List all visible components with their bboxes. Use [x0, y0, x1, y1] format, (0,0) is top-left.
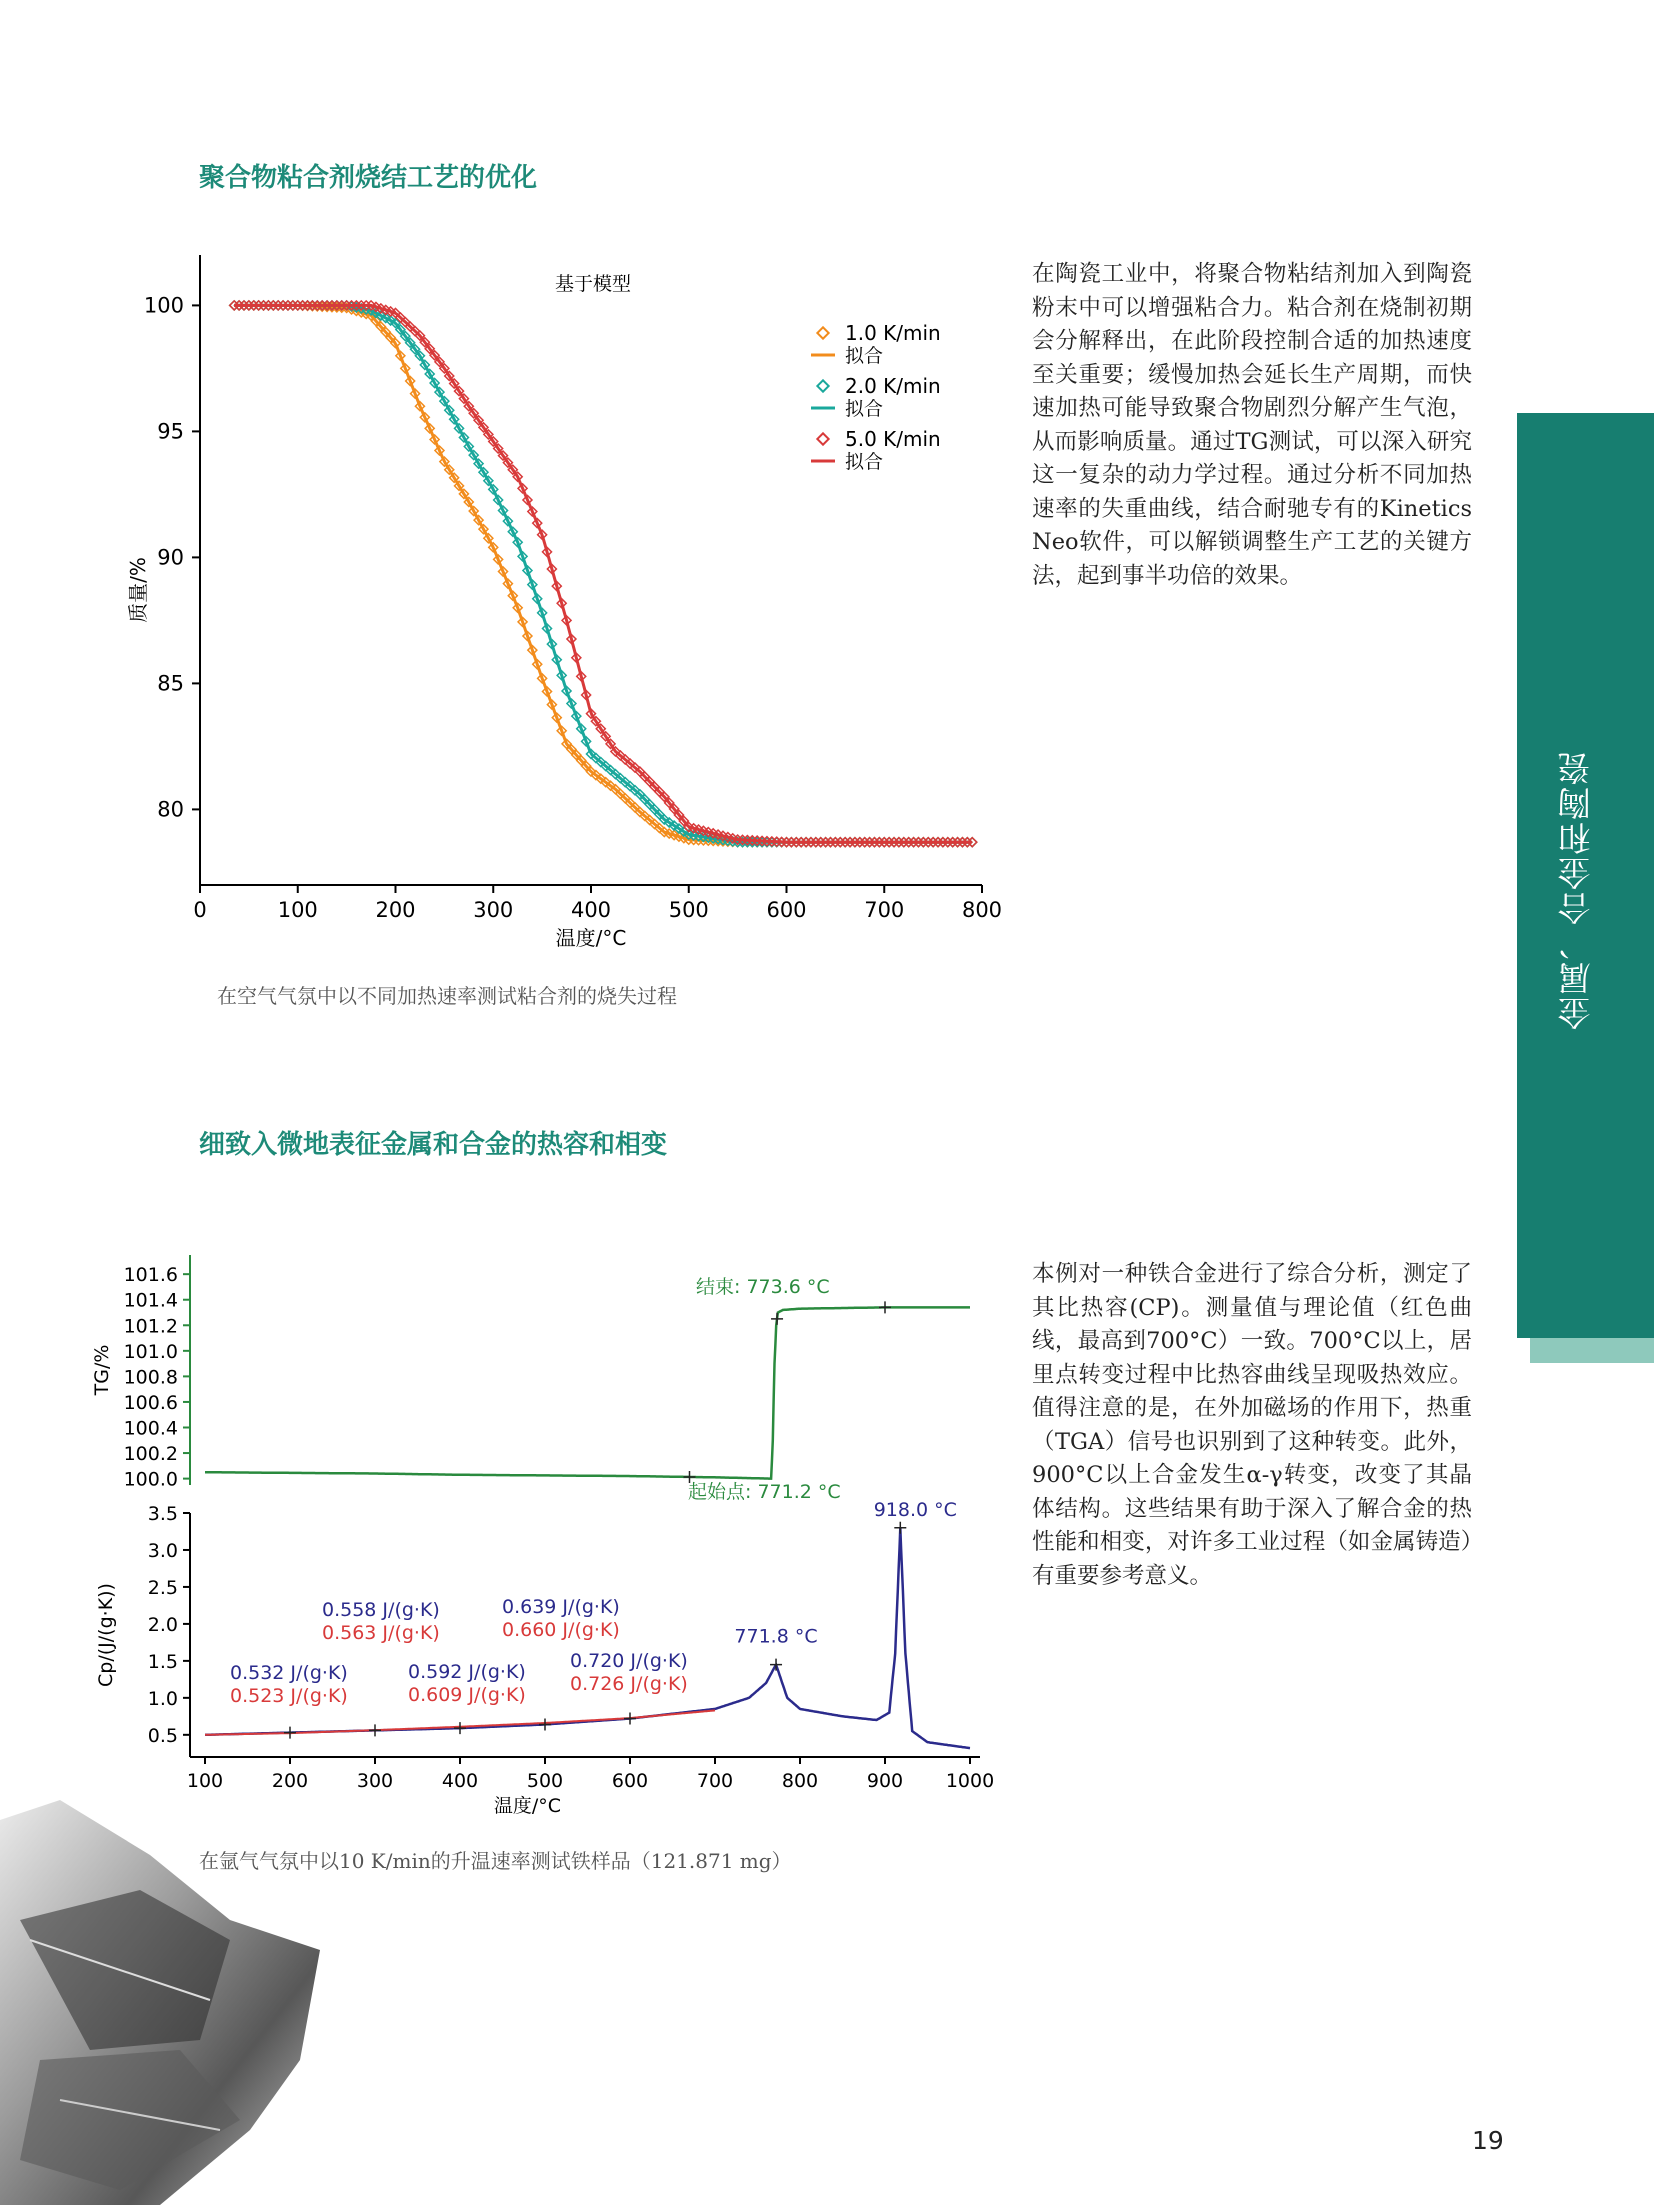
- cp-x-tick-label: 500: [526, 1770, 564, 1792]
- cp-theory-label: 0.563 J/(g·K): [322, 1622, 440, 1644]
- paragraph-metals: 本例对一种铁合金进行了综合分析，测定了其比热容(CP)。测量值与理论值（红色曲线，最高到700°C）一致。700°C以上，居里点转变过程中比热容曲线呈现吸热效应。值得注意的是，在外加磁场的作用下，热重（TGA）信号也识别到了这种转变。此外，900°C以上合金发生α-γ转变，改变了其晶体结构。这些结果有助于深入了解合金的热性能和相变，对许多工业过程（如金属铸造）有重要参考意义。: [1032, 1261, 1472, 1589]
- section-heading-binder: 聚合物粘合剂烧结工艺的优化: [199, 163, 538, 193]
- cp-marker: [539, 1718, 551, 1730]
- tg-marker: [771, 1313, 783, 1325]
- cp-x-tick-label: 700: [696, 1770, 734, 1792]
- iron-chart-axes: [91, 1255, 994, 1817]
- cp-y-tick-label: 3.0: [147, 1539, 178, 1562]
- legend-fit-label: 拟合: [845, 398, 884, 420]
- tg-end-label: 结束: 773.6 °C: [696, 1276, 830, 1298]
- cp-y-tick-label: 1.0: [147, 1687, 178, 1710]
- cp-marker: [369, 1724, 381, 1736]
- tg-y-tick-label: 100.6: [123, 1391, 178, 1414]
- x-tick-label: 700: [864, 898, 905, 922]
- iron-cp-chart: [90, 1245, 1020, 1825]
- tg-y-tick-label: 100.8: [123, 1366, 178, 1389]
- y-tick-label: 95: [157, 419, 184, 444]
- caption-cp-chart: 在氩气气氛中以10 K/min的升温速率测试铁样品（121.871 mg）: [199, 1849, 792, 1873]
- tg-y-axis-label: TG/%: [91, 1344, 113, 1396]
- binder-tg-chart: [120, 240, 1020, 950]
- cp-x-tick-label: 800: [781, 1770, 819, 1792]
- cp-measured-label: 0.592 J/(g·K): [408, 1661, 526, 1683]
- legend-fit-label: 拟合: [845, 451, 884, 473]
- cp-peak-label-gamma: 918.0 °C: [873, 1498, 957, 1521]
- cp-y-tick-label: 2.5: [147, 1576, 178, 1599]
- cp-theory-label: 0.726 J/(g·K): [570, 1673, 688, 1695]
- tg-line: [205, 1307, 970, 1478]
- cp-measured-label: 0.558 J/(g·K): [322, 1599, 440, 1621]
- cp-x-tick-label: 900: [866, 1770, 904, 1792]
- caption-binder-chart: 在空气气氛中以不同加热速率测试粘合剂的烧失过程: [217, 984, 677, 1008]
- iron-chart-labels: [230, 1276, 957, 1707]
- cp-x-tick-label: 1000: [945, 1770, 995, 1792]
- tg-marker: [879, 1301, 891, 1313]
- cp-measured-label: 0.720 J/(g·K): [570, 1650, 688, 1672]
- x-tick-label: 800: [961, 898, 1003, 922]
- side-band-label: 金属、合金和陶瓷: [1556, 750, 1596, 1030]
- x-tick-label: 600: [766, 898, 807, 922]
- cp-marker: [894, 1522, 906, 1534]
- cp-marker: [770, 1659, 782, 1671]
- x-tick-label: 100: [277, 898, 318, 922]
- tg-y-tick-label: 101.6: [123, 1264, 178, 1287]
- cp-marker: [624, 1713, 636, 1725]
- cp-x-axis-label: 温度/°C: [493, 1795, 562, 1817]
- cp-theory-label: 0.609 J/(g·K): [408, 1684, 526, 1706]
- cp-measured-label: 0.639 J/(g·K): [502, 1596, 620, 1618]
- x-tick-label: 500: [668, 898, 709, 922]
- tg-y-tick-label: 101.2: [123, 1315, 178, 1338]
- legend-label: 5.0 K/min: [845, 427, 941, 451]
- cp-y-tick-label: 1.5: [147, 1650, 178, 1673]
- tg-y-tick-label: 100.0: [123, 1468, 178, 1491]
- cp-y-tick-label: 0.5: [147, 1724, 178, 1747]
- legend-label: 2.0 K/min: [845, 374, 941, 398]
- cp-x-tick-label: 600: [611, 1770, 649, 1792]
- cp-measured-label: 0.532 J/(g·K): [230, 1662, 348, 1684]
- x-tick-label: 300: [473, 898, 514, 922]
- legend-marker: [817, 380, 828, 391]
- legend-marker: [817, 327, 828, 338]
- x-tick-label: 0: [193, 898, 207, 922]
- cp-x-tick-label: 100: [186, 1770, 224, 1792]
- x-tick-label: 200: [375, 898, 416, 922]
- y-tick-label: 90: [157, 545, 184, 570]
- y-axis-label: 质量/%: [126, 557, 150, 623]
- section-heading-metals: 细致入微地表征金属和合金的热容和相变: [199, 1130, 668, 1160]
- x-axis-label: 温度/°C: [555, 926, 627, 950]
- cp-y-tick-label: 2.0: [147, 1613, 178, 1636]
- y-tick-label: 80: [157, 797, 184, 822]
- metal-sample-image: [0, 1800, 340, 2205]
- legend-fit-label: 拟合: [845, 345, 884, 367]
- cp-theory-label: 0.523 J/(g·K): [230, 1685, 348, 1707]
- legend-label: 1.0 K/min: [845, 321, 941, 345]
- page-number: 19: [1472, 2126, 1504, 2155]
- cp-peak-label-curie: 771.8 °C: [734, 1625, 818, 1648]
- y-tick-label: 85: [157, 671, 184, 696]
- cp-x-tick-label: 400: [441, 1770, 479, 1792]
- tg-y-tick-label: 100.2: [123, 1443, 178, 1466]
- tg-y-tick-label: 101.0: [123, 1340, 178, 1363]
- cp-y-axis-label: Cp/(J/(g·K)): [95, 1583, 117, 1687]
- legend-marker: [817, 433, 828, 444]
- tg-y-tick-label: 101.4: [123, 1289, 178, 1312]
- cp-theory-label: 0.660 J/(g·K): [502, 1619, 620, 1641]
- tg-y-tick-label: 100.4: [123, 1417, 178, 1440]
- cp-marker: [454, 1722, 466, 1734]
- cp-x-tick-label: 200: [271, 1770, 309, 1792]
- binder-chart-annotation: 基于模型: [555, 273, 632, 295]
- paragraph-binder: 在陶瓷工业中，将聚合物粘结剂加入到陶瓷粉末中可以增强粘合力。粘合剂在烧制初期会分解释出，在此阶段控制合适的加热速度至关重要；缓慢加热会延长生产周期，而快速加热可能导致聚合物剧烈分解产生气泡，从而影响质量。通过TG测试，可以深入研究这一复杂的动力学过程。通过分析不同加热速率的失重曲线，结合耐驰专有的Kinetics Neo软件，可以解锁调整生产工艺的关键方法，起到事半功倍的效果。: [1032, 261, 1472, 589]
- cp-x-tick-label: 300: [356, 1770, 394, 1792]
- y-tick-label: 100: [143, 293, 184, 318]
- cp-y-tick-label: 3.5: [147, 1503, 178, 1525]
- binder-chart-legend: [811, 321, 941, 473]
- cp-marker: [284, 1727, 296, 1739]
- tg-onset-label: 起始点: 771.2 °C: [688, 1481, 841, 1503]
- x-tick-label: 400: [570, 898, 612, 922]
